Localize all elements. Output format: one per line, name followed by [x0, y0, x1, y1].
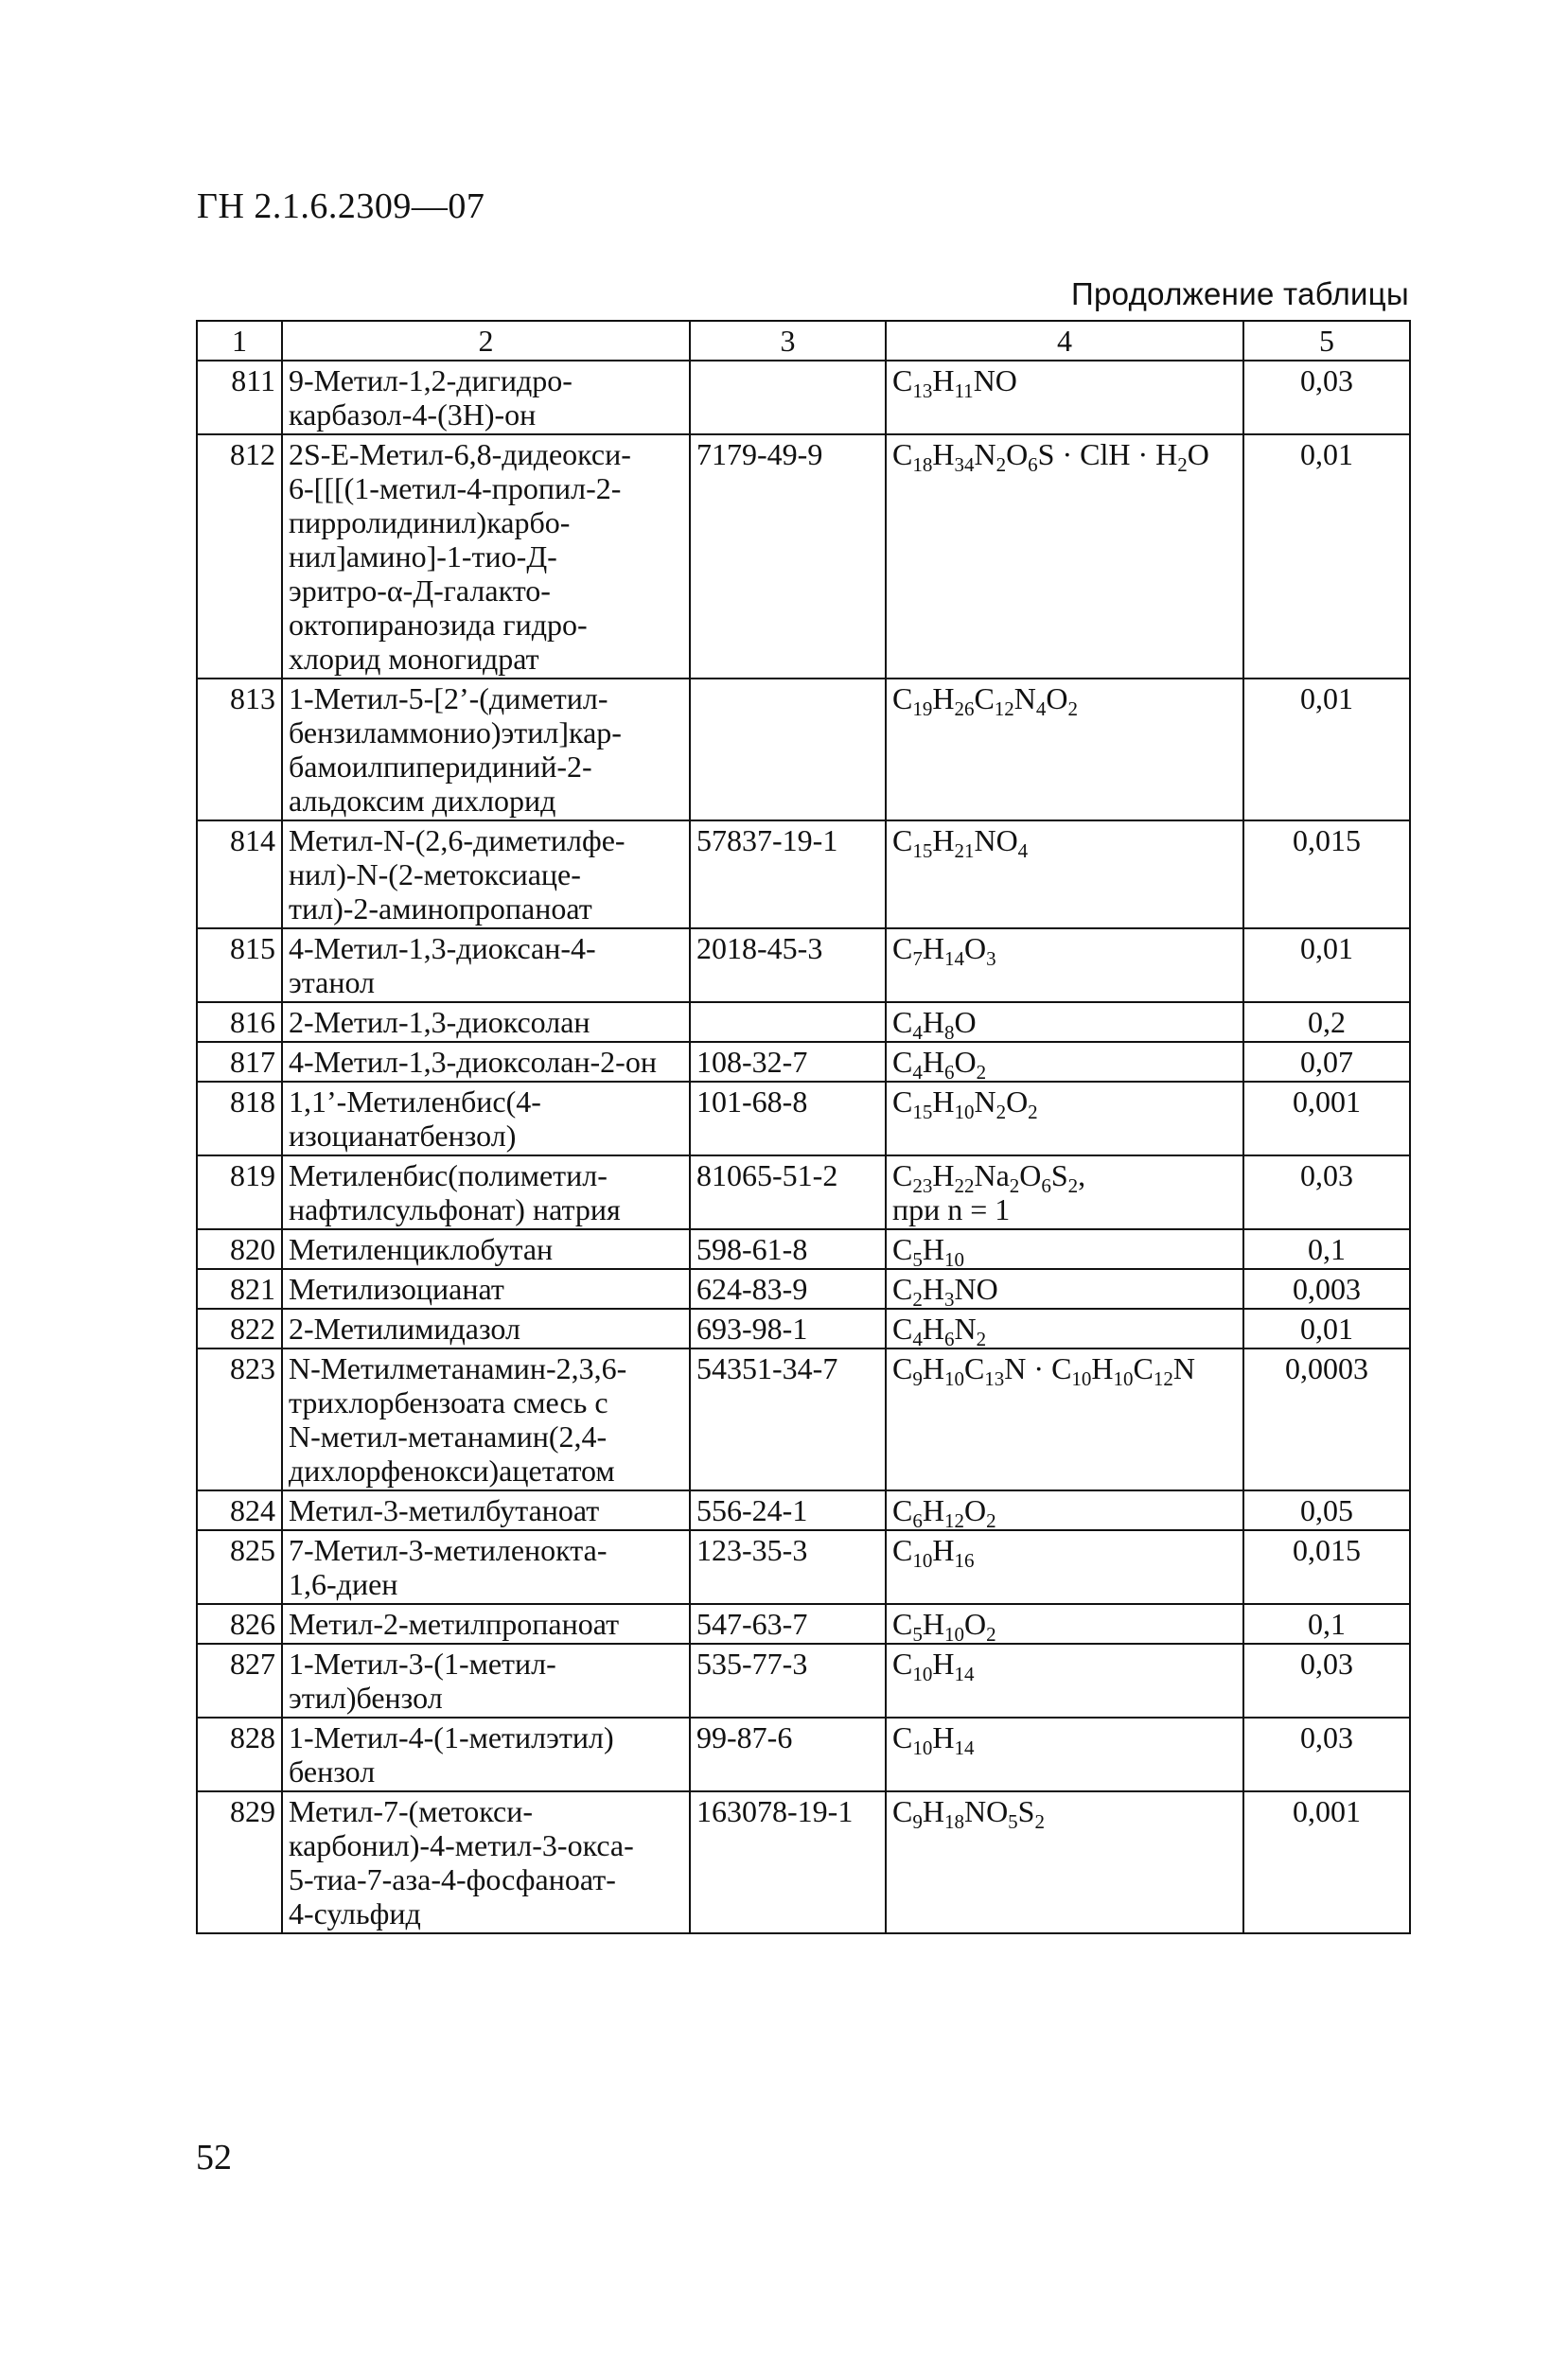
substance-name: 1,1’-Метиленбис(4- изоцианатбензол)	[282, 1082, 690, 1155]
cas-number: 99-87-6	[690, 1718, 886, 1791]
table-row	[197, 928, 1410, 1002]
chemical-formula: $C_9H_{10}C_{13}N \cdot C_{10}H_{10}C_{12}N$	[886, 1348, 1243, 1490]
cas-number: 693-98-1	[690, 1309, 886, 1348]
chemical-formula: $C_9H_{18}NO_5S_2$	[886, 1791, 1243, 1933]
substance-name: 2-Метил-1,3-диоксолан	[282, 1002, 690, 1042]
chemical-formula: $C_{23}H_{22}Na_2O_6S_2$, при n = 1	[886, 1155, 1243, 1229]
table-row	[197, 679, 1410, 820]
substance-name: Метил-3-метилбутаноат	[282, 1490, 690, 1530]
cas-number: 547-63-7	[690, 1604, 886, 1644]
cas-number: 57837-19-1	[690, 820, 886, 928]
chemical-formula: $C_4H_6N_2$	[886, 1309, 1243, 1348]
limit-value: 0,003	[1243, 1269, 1410, 1309]
substance-name: N-Метилметанамин-2,3,6- трихлорбензоата смесь с N-метил-метанамин(2,4- дихлорфенокси)ацетатом	[282, 1348, 690, 1490]
table-row	[197, 1791, 1410, 1933]
cas-number: 108-32-7	[690, 1042, 886, 1082]
limit-value: 0,05	[1243, 1490, 1410, 1530]
substance-name: 7-Метил-3-метиленокта- 1,6-диен	[282, 1530, 690, 1604]
chemical-formula: $C_6H_{12}O_2$	[886, 1490, 1243, 1530]
limit-value: 0,03	[1243, 361, 1410, 434]
cas-number: 535-77-3	[690, 1644, 886, 1718]
table-row	[197, 1002, 1410, 1042]
substance-name: 4-Метил-1,3-диоксолан-2-он	[282, 1042, 690, 1082]
chemical-formula: $C_5H_{10}$	[886, 1229, 1243, 1269]
cas-number	[690, 361, 886, 434]
row-number: 816	[197, 1002, 282, 1042]
cas-number: 101-68-8	[690, 1082, 886, 1155]
column-header: 1	[197, 321, 282, 361]
table-row	[197, 1604, 1410, 1644]
table-row	[197, 1348, 1410, 1490]
table-row	[197, 1718, 1410, 1791]
table-continuation-label: Продолжение таблицы	[1071, 276, 1409, 311]
substance-name: Метиленбис(полиметил- нафтилсульфонат) натрия	[282, 1155, 690, 1229]
column-header: 4	[886, 321, 1243, 361]
row-number: 820	[197, 1229, 282, 1269]
column-header: 2	[282, 321, 690, 361]
cas-number	[690, 1002, 886, 1042]
limit-value: 0,07	[1243, 1042, 1410, 1082]
substances-table	[196, 320, 1411, 1934]
substance-name: Метил-7-(метокси- карбонил)-4-метил-3-окса- 5-тиа-7-аза-4-фосфаноат- 4-сульфид	[282, 1791, 690, 1933]
table-row	[197, 1229, 1410, 1269]
limit-value: 0,1	[1243, 1604, 1410, 1644]
column-header: 5	[1243, 321, 1410, 361]
chemical-formula: $C_{15}H_{21}NO_4$	[886, 820, 1243, 928]
chemical-formula: $C_{15}H_{10}N_2O_2$	[886, 1082, 1243, 1155]
substance-name: 1-Метил-4-(1-метилэтил) бензол	[282, 1718, 690, 1791]
substance-name: 4-Метил-1,3-диоксан-4- этанол	[282, 928, 690, 1002]
table-row	[197, 434, 1410, 679]
table-row	[197, 1082, 1410, 1155]
row-number: 824	[197, 1490, 282, 1530]
table-header-row	[197, 321, 1410, 361]
limit-value: 0,015	[1243, 820, 1410, 928]
table-row	[197, 1309, 1410, 1348]
limit-value: 0,03	[1243, 1644, 1410, 1718]
table-row	[197, 1269, 1410, 1309]
limit-value: 0,015	[1243, 1530, 1410, 1604]
row-number: 829	[197, 1791, 282, 1933]
limit-value: 0,01	[1243, 679, 1410, 820]
chemical-formula: $C_7H_{14}O_3$	[886, 928, 1243, 1002]
chemical-formula: $C_{10}H_{14}$	[886, 1718, 1243, 1791]
substance-name: Метил-N-(2,6-диметилфе- нил)-N-(2-метоксиаце- тил)-2-аминопропаноат	[282, 820, 690, 928]
substance-name: 1-Метил-3-(1-метил- этил)бензол	[282, 1644, 690, 1718]
chemical-formula: $C_{10}H_{14}$	[886, 1644, 1243, 1718]
document-header: ГН 2.1.6.2309—07	[197, 186, 485, 226]
chemical-formula: $C_4H_8O$	[886, 1002, 1243, 1042]
chemical-formula: $C_5H_{10}O_2$	[886, 1604, 1243, 1644]
substance-name: 2-Метилимидазол	[282, 1309, 690, 1348]
cas-number: 624-83-9	[690, 1269, 886, 1309]
table-row	[197, 820, 1410, 928]
limit-value: 0,03	[1243, 1718, 1410, 1791]
limit-value: 0,2	[1243, 1002, 1410, 1042]
row-number: 814	[197, 820, 282, 928]
table-row	[197, 1155, 1410, 1229]
chemical-formula: $C_{19}H_{26}C_{12}N_4O_2$	[886, 679, 1243, 820]
row-number: 826	[197, 1604, 282, 1644]
substance-name: 1-Метил-5-[2’-(диметил- бензиламмонио)этил]кар- бамоилпиперидиний-2- альдоксим дихлорид	[282, 679, 690, 820]
row-number: 817	[197, 1042, 282, 1082]
row-number: 818	[197, 1082, 282, 1155]
chemical-formula: $C_4H_6O_2$	[886, 1042, 1243, 1082]
row-number: 813	[197, 679, 282, 820]
substance-name: Метилизоцианат	[282, 1269, 690, 1309]
row-number: 823	[197, 1348, 282, 1490]
table-row	[197, 1490, 1410, 1530]
limit-value: 0,03	[1243, 1155, 1410, 1229]
column-header: 3	[690, 321, 886, 361]
limit-value: 0,01	[1243, 928, 1410, 1002]
cas-number	[690, 679, 886, 820]
row-number: 812	[197, 434, 282, 679]
cas-number: 556-24-1	[690, 1490, 886, 1530]
substance-name: 2S-E-Метил-6,8-дидеокси- 6-[[[(1-метил-4-пропил-2- пирролидинил)карбо- нил]амино]-1-тио-Д- эритро-α-Д-галакто- октопиранозида гидро- хлорид моногидрат	[282, 434, 690, 679]
table-row	[197, 1530, 1410, 1604]
row-number: 827	[197, 1644, 282, 1718]
chemical-formula: $C_{18}H_{34}N_2O_6S$ · ClH · $H_2O$	[886, 434, 1243, 679]
substance-name: 9-Метил-1,2-дигидро- карбазол-4-(3H)-он	[282, 361, 690, 434]
substance-name: Метил-2-метилпропаноат	[282, 1604, 690, 1644]
row-number: 828	[197, 1718, 282, 1791]
cas-number: 123-35-3	[690, 1530, 886, 1604]
limit-value: 0,01	[1243, 434, 1410, 679]
chemical-formula: $C_{13}H_{11}NO$	[886, 361, 1243, 434]
row-number: 822	[197, 1309, 282, 1348]
cas-number: 598-61-8	[690, 1229, 886, 1269]
cas-number: 163078-19-1	[690, 1791, 886, 1933]
row-number: 815	[197, 928, 282, 1002]
cas-number: 54351-34-7	[690, 1348, 886, 1490]
substance-name: Метиленциклобутан	[282, 1229, 690, 1269]
row-number: 825	[197, 1530, 282, 1604]
table-body	[197, 321, 1410, 1933]
limit-value: 0,0003	[1243, 1348, 1410, 1490]
limit-value: 0,01	[1243, 1309, 1410, 1348]
limit-value: 0,001	[1243, 1791, 1410, 1933]
table-row	[197, 361, 1410, 434]
limit-value: 0,001	[1243, 1082, 1410, 1155]
cas-number: 2018-45-3	[690, 928, 886, 1002]
row-number: 819	[197, 1155, 282, 1229]
page-number: 52	[196, 2138, 232, 2177]
row-number: 821	[197, 1269, 282, 1309]
row-number: 811	[197, 361, 282, 434]
limit-value: 0,1	[1243, 1229, 1410, 1269]
table-row	[197, 1042, 1410, 1082]
cas-number: 7179-49-9	[690, 434, 886, 679]
table-row	[197, 1644, 1410, 1718]
cas-number: 81065-51-2	[690, 1155, 886, 1229]
chemical-formula: $C_2H_3NO$	[886, 1269, 1243, 1309]
chemical-formula: $C_{10}H_{16}$	[886, 1530, 1243, 1604]
